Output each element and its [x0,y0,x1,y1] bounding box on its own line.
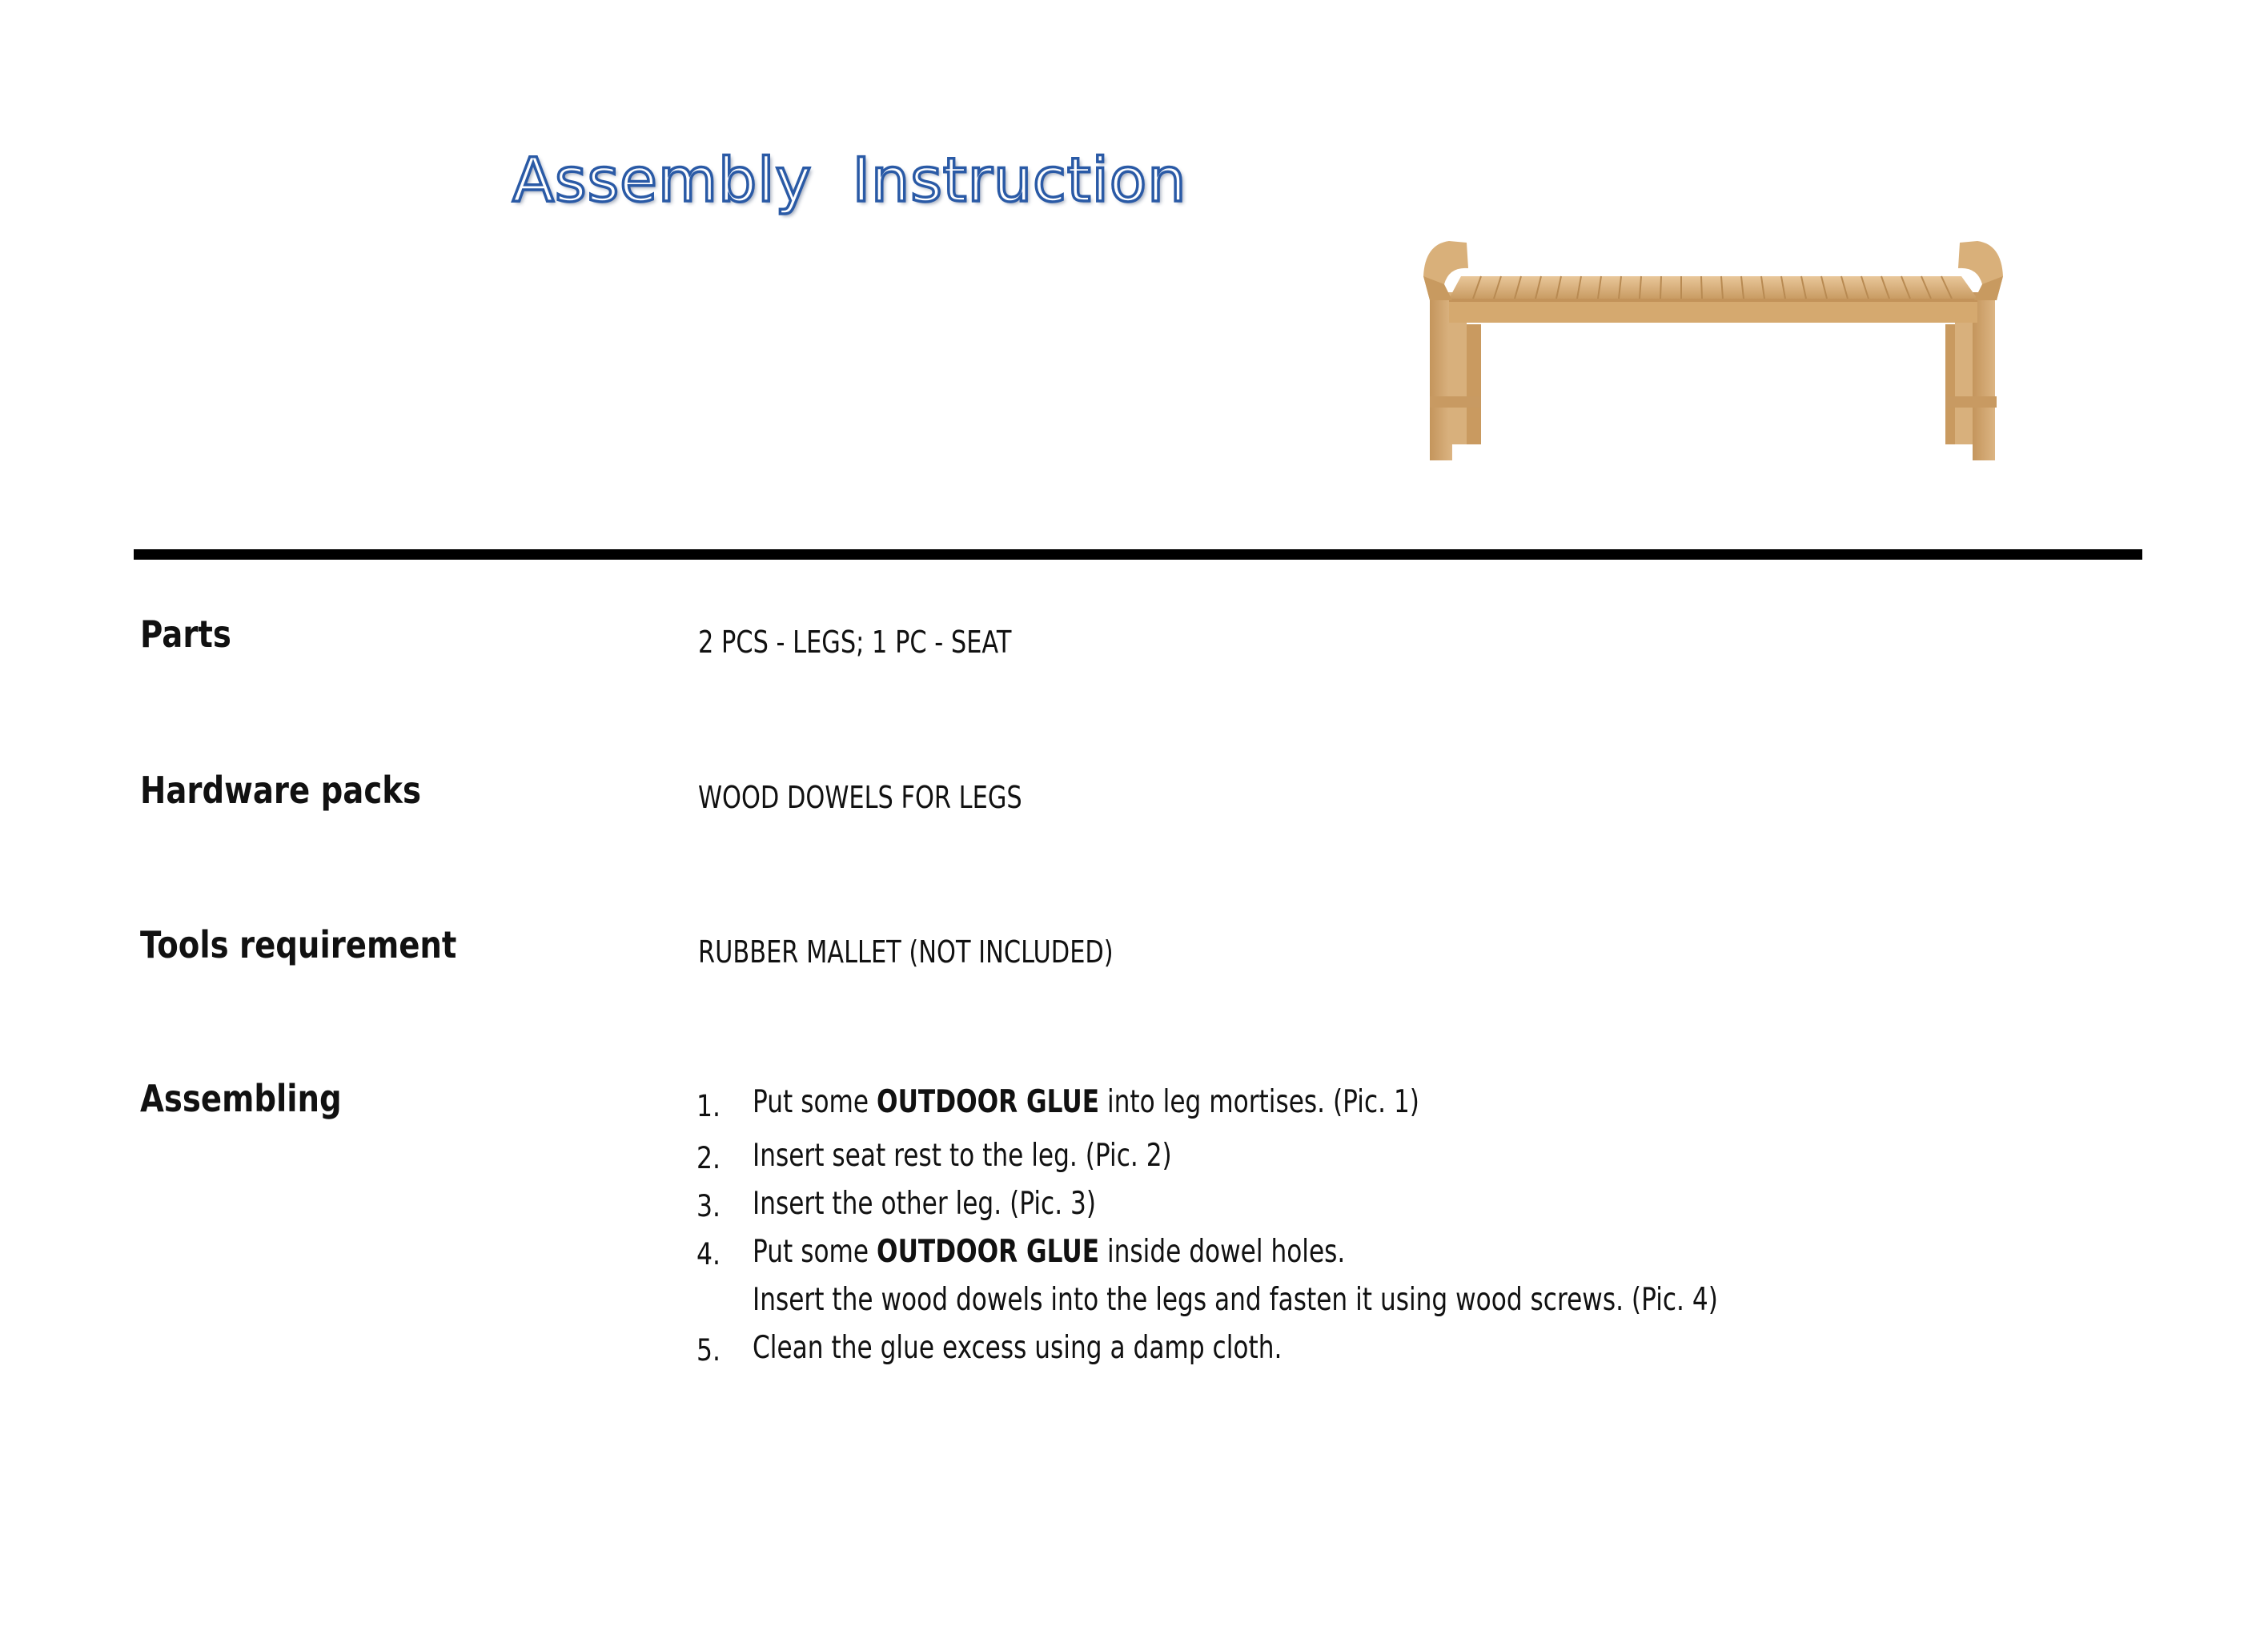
step-text: Insert the other leg. (Pic. 3) [753,1186,1097,1222]
step-text: Clean the glue excess using a damp cloth. [753,1330,1283,1366]
hardware-value: WOOD DOWELS FOR LEGS [698,780,1022,815]
parts-value: 2 PCS - LEGS; 1 PC - SEAT [698,625,1012,660]
step-number: 3. [696,1189,721,1223]
tools-label: Tools requirement [140,923,457,966]
emphasis-text: OUTDOOR GLUE [877,1084,1100,1120]
tools-value: RUBBER MALLET (NOT INCLUDED) [698,934,1114,970]
step-number: 4. [696,1237,721,1271]
parts-label: Parts [140,613,231,656]
section-divider [134,549,2142,560]
step-number: 5. [696,1333,721,1368]
step-text: Put some OUTDOOR GLUE into leg mortises. (Pic. 1) [753,1084,1419,1120]
bench-image [1417,236,2009,464]
step-number: 1. [696,1089,721,1123]
step-number: 2. [696,1141,721,1175]
step-text: Put some OUTDOOR GLUE inside dowel holes. [753,1234,1346,1270]
hardware-label: Hardware packs [140,769,421,812]
emphasis-text: OUTDOOR GLUE [877,1234,1100,1270]
page-title: Assembly Instruction [512,144,1187,215]
assembling-label: Assembling [140,1077,342,1120]
step-text: Insert seat rest to the leg. (Pic. 2) [753,1138,1172,1174]
step-text-continuation: Insert the wood dowels into the legs and fasten it using wood screws. (Pic. 4) [753,1282,1718,1318]
